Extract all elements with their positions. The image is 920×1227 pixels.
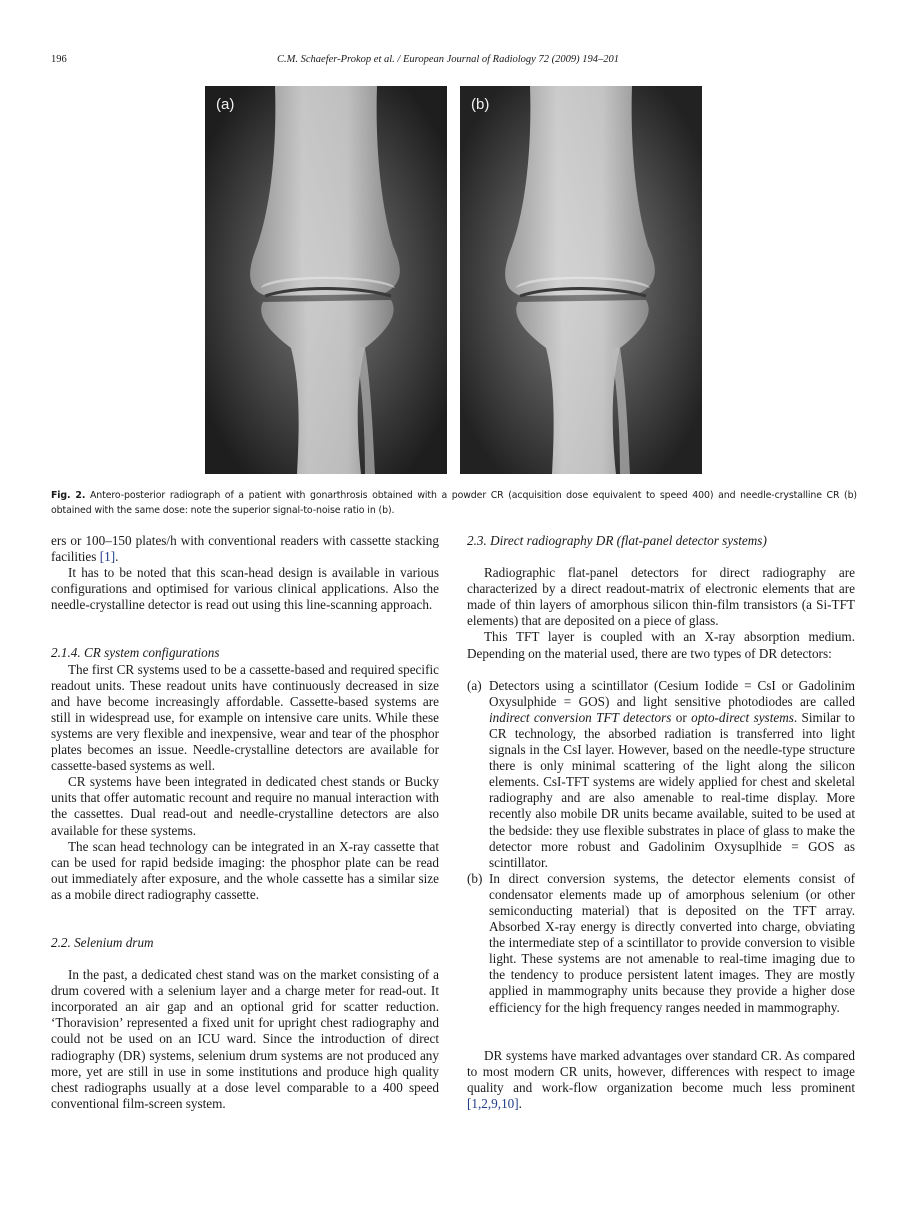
panel-label-a: (a) — [216, 96, 235, 113]
list-item-text: Detectors using a scintillator (Cesium Iodide = CsI or Gadolinim Oxysulphide = GOS) and light sensitive photodiodes are called — [489, 677, 855, 709]
caption-text: Antero-posterior radiograph of a patient with gonarthrosis obtained with a powder CR (acquisition dose equivalent to speed 400) and needle-crystalline CR (b) obtained with the same dose: note the superior signal-to-noise ratio in (b). — [51, 490, 857, 516]
paragraph — [51, 533, 439, 565]
page-number: 196 — [51, 54, 67, 65]
figure-panel-a — [205, 86, 447, 474]
paragraph-text: DR systems have marked advantages over standard CR. As compared to most modern CR units, however, differences with respect to image quality and work-flow organization become much less prominent — [467, 1047, 855, 1095]
figure-panel-b — [460, 86, 702, 474]
paragraph: Radiographic flat-panel detectors for direct radiography are characterized by a direct readout-matrix of electronic elements that are made of thin layers of amorphous silicon thin-film transistors (a Si-TFT elements) that are deposited on a piece of glass. — [467, 565, 855, 629]
list-item-text: . Similar to CR technology, the absorbed radiation is transferred into light signals in the CsI layer. However, based on the needle-type structure there is only minimal scattering of the light along the silicon elements. CsI-TFT systems are widely applied for chest and skeletal radiography and are also amenable to real-time display. More recently also mobile DR units became available, suited to be used at the bedside: they use flexible substrates in place of glass to make the detector more robust and Gadolinim Oxysuplhide = GOS as scintillator. — [489, 709, 856, 870]
list-item-text: or — [675, 709, 687, 725]
section-heading: 2.2. Selenium drum — [51, 934, 154, 950]
list-item — [467, 678, 855, 871]
caption-label: Fig. 2. — [51, 490, 86, 501]
emphasis: indirect conversion TFT detectors — [489, 709, 672, 725]
paragraph: This TFT layer is coupled with an X-ray absorption medium. Depending on the material used, there are two types of DR detectors: — [467, 629, 855, 661]
paragraph: It has to be noted that this scan-head design is available in various configurations and optimised for various clinical applications. Also the needle-crystalline detector is read out using this line-scanning approach. — [51, 565, 439, 613]
left-column — [51, 533, 439, 1112]
figure-caption — [51, 488, 857, 518]
punctuation: . — [518, 1095, 522, 1111]
list-marker: (b) — [467, 870, 483, 886]
knee-radiograph-icon — [460, 86, 702, 474]
running-head: C.M. Schaefer-Prokop et al. / European Journal of Radiology 72 (2009) 194–201 — [277, 54, 619, 65]
reference-link[interactable]: [1,2,9,10] — [467, 1095, 519, 1111]
panel-label-b: (b) — [471, 96, 490, 113]
list-marker: (a) — [467, 677, 482, 693]
emphasis: opto-direct systems — [691, 709, 794, 725]
list-item-text: In direct conversion systems, the detector elements consist of condensator elements made up of amorphous selenium (or other semiconducting material) that is deposited on the TFT array. Absorbed X-ray energy is directly converted into charge, obviating the intermediate step of a scintillator to provide conversion to visible light. These systems are not amenable to real-time imaging due to the tendency to produce persistent latent images. They are mostly applied in mammography units because they provide a higher dose efficiency for the high frequency ranges needed in mammography. — [489, 870, 855, 1015]
paragraph: The scan head technology can be integrated in an X-ray cassette that can be used for rapid bedside imaging: the phosphor plate can be read out immediately after exposure, and the whole cassette has a similar size as a mobile direct radiography cassette. — [51, 838, 439, 902]
reference-link[interactable]: [1] — [99, 549, 116, 565]
paragraph: The first CR systems used to be a cassette-based and required specific readout units. These readout units have continuously decreased in size and have become increasingly affordable. Cassette-based systems are still in widespread use, for example on intensive care units. While these systems are very flexible and inexpensive, wear and tear of the phosphor plates becomes an issue. Needle-crystalline detectors are available for cassette-based systems as well. — [51, 661, 439, 774]
list-item — [467, 871, 855, 1016]
paragraph — [467, 1048, 855, 1112]
section-heading: 2.1.4. CR system configurations — [51, 645, 220, 661]
paragraph-text: ers or 100–150 plates/h with conventional readers with cassette stacking facilities — [51, 533, 439, 565]
section-heading: 2.3. Direct radiography DR (flat-panel detector systems) — [467, 533, 767, 548]
knee-radiograph-icon — [205, 86, 447, 474]
paragraph: CR systems have been integrated in dedicated chest stands or Bucky units that offer automatic recount and require no manual interaction with the cassettes. Dual read-out and needle-crystalline detectors are also available for these systems. — [51, 774, 439, 838]
paragraph: In the past, a dedicated chest stand was on the market consisting of a drum covered with a selenium layer and a charge meter for read-out. It incorporated an air gap and an optional grid for scatter reduction. ‘Thoravision’ represented a fixed unit for upright chest radiography and could not be used on an ICU ward. Since the introduction of direct radiography (DR) systems, selenium drum systems are not produced any more, yet are still in use in some institutions and produce high quality chest radiographs usually at a dose level comparable to a 400 speed conventional film-screen system. — [51, 967, 439, 1111]
punctuation: . — [115, 549, 119, 565]
right-column — [467, 533, 855, 1112]
